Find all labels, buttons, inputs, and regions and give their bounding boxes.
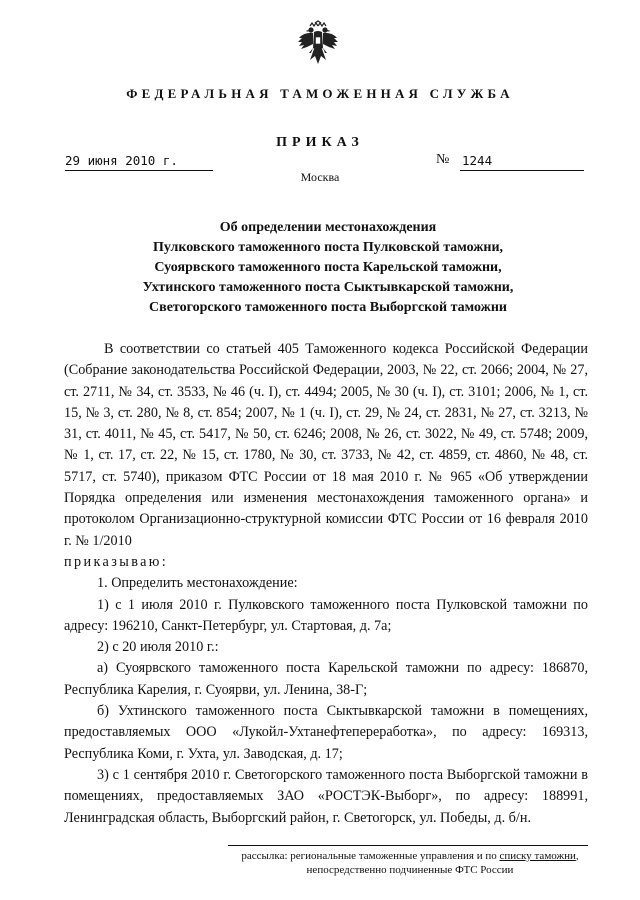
preamble-paragraph: В соответствии со статьей 405 Таможенного кодекса Российской Федерации (Собрание законодательства Российской Федерации, 2003, № 22, ст. 2066; 2004, № 27, ст. 2711, № 34, ст. 3533, № 46 (ч. I), ст. 4494; 2005, № 30 (ч. I), ст. 3101; 2006, № 1, ст. 15, № 3, ст. 280, № 8, ст. 854; 2007, № 1 (ч. I), ст. 29, № 24, ст. 2831, № 27, ст. 3213, № 31, ст. 4011, № 45, ст. 5417, № 50, ст. 6246; 2008, № 26, ст. 3022, № 49, ст. 5748; 2009, № 1, ст. 17, ст. 22, № 15, ст. 1780, № 30, ст. 3733, № 42, ст. 4859, ст. 4860, № 48, ст. 5717, ст. 5740), приказом ФТС России от 18 мая 2010 г. № 965 «Об утверждении Порядка определения или изменения местонахождения таможенного органа» и протоколом Организационно-структурной комиссии ФТС России от 16 февраля 2010 г. № 1/2010 [64, 341, 588, 549]
document-type: ПРИКАЗ [276, 135, 364, 150]
order-number-label: № [436, 152, 450, 167]
issue-city: Москва [300, 170, 340, 184]
order-verb: приказываю: [64, 553, 169, 570]
subject-line: Суоярвского таможенного поста Карельской таможни, [154, 260, 502, 275]
order-subject [80, 218, 576, 318]
distribution-prefix: рассылка: региональные таможенные управления и по [241, 850, 500, 862]
agency-name: ФЕДЕРАЛЬНАЯ ТАМОЖЕННАЯ СЛУЖБА [126, 86, 514, 101]
distribution-suffix: , [575, 850, 579, 862]
distribution-line-2: непосредственно подчиненные ФТС России [306, 864, 514, 876]
item-1: 1. Определить местонахождение: [97, 575, 298, 592]
item-1-2: 2) с 20 июля 2010 г.: [97, 639, 219, 656]
order-number: 1244 [460, 153, 584, 171]
customs-list-link[interactable]: списку таможни [499, 850, 576, 862]
subject-line: Об определении местонахождения [219, 220, 437, 235]
order-body [64, 339, 588, 829]
subject-line: Пулковского таможенного поста Пулковской таможни, [152, 240, 504, 255]
item-1-2-a: а) Суоярвского таможенного поста Карельской таможни по адресу: 186870, Республика Карелия, г. Суоярви, ул. Ленина, 38-Г; [64, 660, 588, 698]
double-headed-eagle-icon [296, 20, 340, 68]
item-1-1: 1) с 1 июля 2010 г. Пулковского таможенного поста Пулковской таможни по адресу: 196210, Санкт-Петербург, ул. Стартовая, д. 7а; [64, 596, 588, 634]
item-1-2-b: б) Ухтинского таможенного поста Сыктывкарской таможни в помещениях, предоставляемых ООО «Лукойл-Ухтанефтепереработка», по адресу: 169313, Республика Коми, г. Ухта, ул. Заводская, д. 17; [64, 703, 588, 762]
distribution-line-1 [210, 849, 610, 863]
subject-line: Ухтинского таможенного поста Сыктывкарской таможни, [142, 280, 514, 295]
footer-divider [228, 845, 588, 846]
subject-line: Светогорского таможенного поста Выборгской таможни [149, 300, 507, 315]
item-1-3: 3) с 1 сентября 2010 г. Светогорского таможенного поста Выборгской таможни в помещениях, предоставляемых ЗАО «РОСТЭК-Выборг», по адресу: 188991, Ленинградская область, Выборгский район, г. Светогорск, ул. Победы, д. б/н. [64, 766, 588, 826]
distribution-note [210, 849, 610, 877]
order-date: 29 июня 2010 г. [65, 153, 213, 171]
